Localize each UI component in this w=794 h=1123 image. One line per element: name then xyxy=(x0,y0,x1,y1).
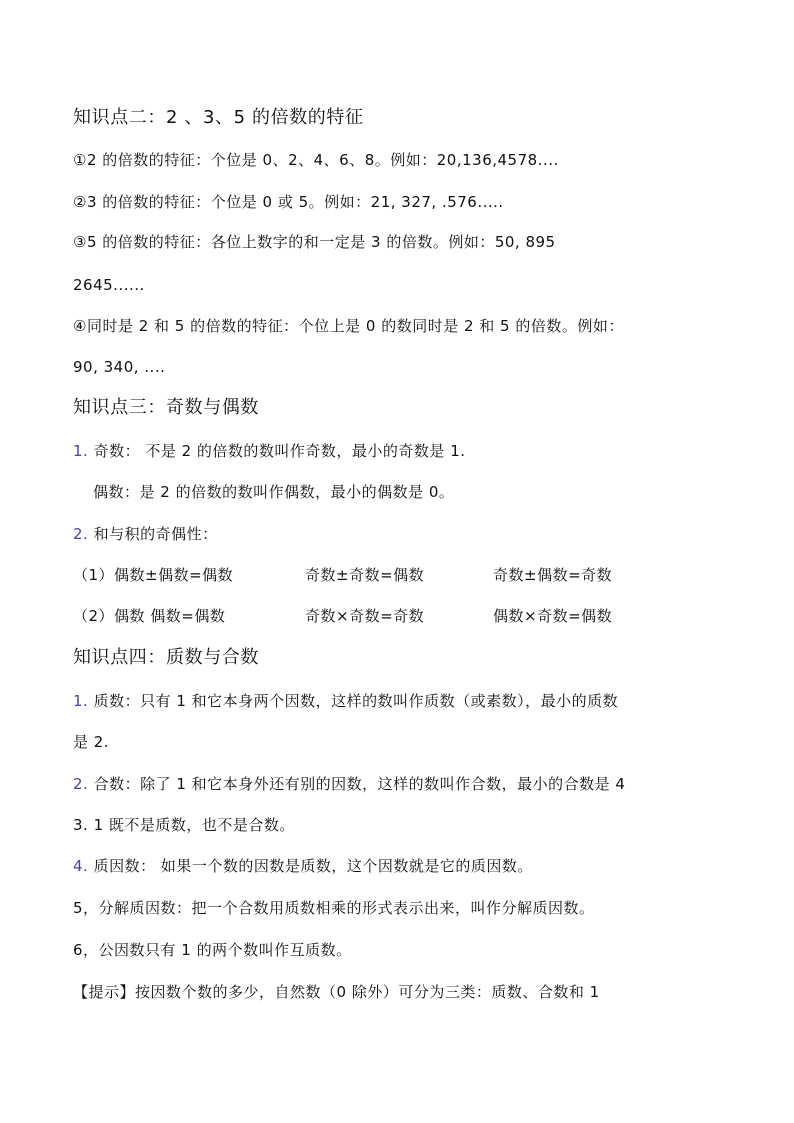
list-number: 2. xyxy=(73,775,89,793)
section3-heading: 知识点三：奇数与偶数 xyxy=(73,397,259,418)
section3-para-2 xyxy=(73,524,218,544)
parity-rule-2a: （2）偶数 偶数=偶数 xyxy=(73,607,226,625)
section2-item-2: ②3 的倍数的特征：个位是 0 或 5。例如：21, 327, .576..... xyxy=(73,193,504,211)
odd-definition: 奇数： 不是 2 的倍数的数叫作奇数，最小的奇数是 1. xyxy=(88,442,466,460)
parity-title: 和与积的奇偶性： xyxy=(88,525,218,543)
parity-rule-1c: 奇数±偶数=奇数 xyxy=(493,566,613,584)
section3-para-1 xyxy=(73,441,466,461)
section2-item-1: ①2 的倍数的特征：个位是 0、2、4、6、8。例如：20,136,4578.... xyxy=(73,151,559,169)
section2-item-4-cont: 90, 340, .... xyxy=(73,358,166,376)
list-number: 1. xyxy=(73,692,89,710)
tip-text: 【提示】按因数个数的多少，自然数（0 除外）可分为三类：质数、合数和 1 xyxy=(73,983,600,1001)
parity-rule-1a: （1）偶数±偶数=偶数 xyxy=(73,566,234,584)
prime-definition: 质数：只有 1 和它本身两个因数，这样的数叫作质数（或素数），最小的质数 xyxy=(88,692,619,710)
section2-item-3: ③5 的倍数的特征：各位上数字的和一定是 3 的倍数。例如：50, 895 xyxy=(73,233,556,251)
factorization-definition: 5，分解质因数：把一个合数用质数相乘的形式表示出来，叫作分解质因数。 xyxy=(73,899,595,917)
prime-factor-definition: 质因数： 如果一个数的因数是质数，这个因数就是它的质因数。 xyxy=(88,857,533,875)
section2-heading: 知识点二：2 、3、5 的倍数的特征 xyxy=(73,107,364,128)
composite-definition-cont: 3. 1 既不是质数，也不是合数。 xyxy=(73,816,295,834)
section2-item-3-cont: 2645...... xyxy=(73,276,145,294)
parity-rule-1b: 奇数±奇数=偶数 xyxy=(305,566,425,584)
coprime-definition: 6，公因数只有 1 的两个数叫作互质数。 xyxy=(73,941,352,959)
even-definition: 偶数：是 2 的倍数的数叫作偶数，最小的偶数是 0。 xyxy=(93,483,455,501)
prime-definition-cont: 是 2. xyxy=(73,733,110,751)
list-number: 4. xyxy=(73,857,89,875)
composite-definition: 合数：除了 1 和它本身外还有别的因数，这样的数叫作合数，最小的合数是 4 xyxy=(88,775,626,793)
list-number: 2. xyxy=(73,525,89,543)
parity-rule-2b: 奇数×奇数=奇数 xyxy=(305,607,425,625)
parity-rule-2c: 偶数×奇数=偶数 xyxy=(493,607,613,625)
list-number: 1. xyxy=(73,442,89,460)
section4-para-1 xyxy=(73,691,618,711)
section4-para-2 xyxy=(73,774,625,794)
section2-item-4: ④同时是 2 和 5 的倍数的特征：个位上是 0 的数同时是 2 和 5 的倍数。例如： xyxy=(73,317,624,335)
section4-heading: 知识点四：质数与合数 xyxy=(73,647,259,668)
section4-para-4 xyxy=(73,856,533,876)
